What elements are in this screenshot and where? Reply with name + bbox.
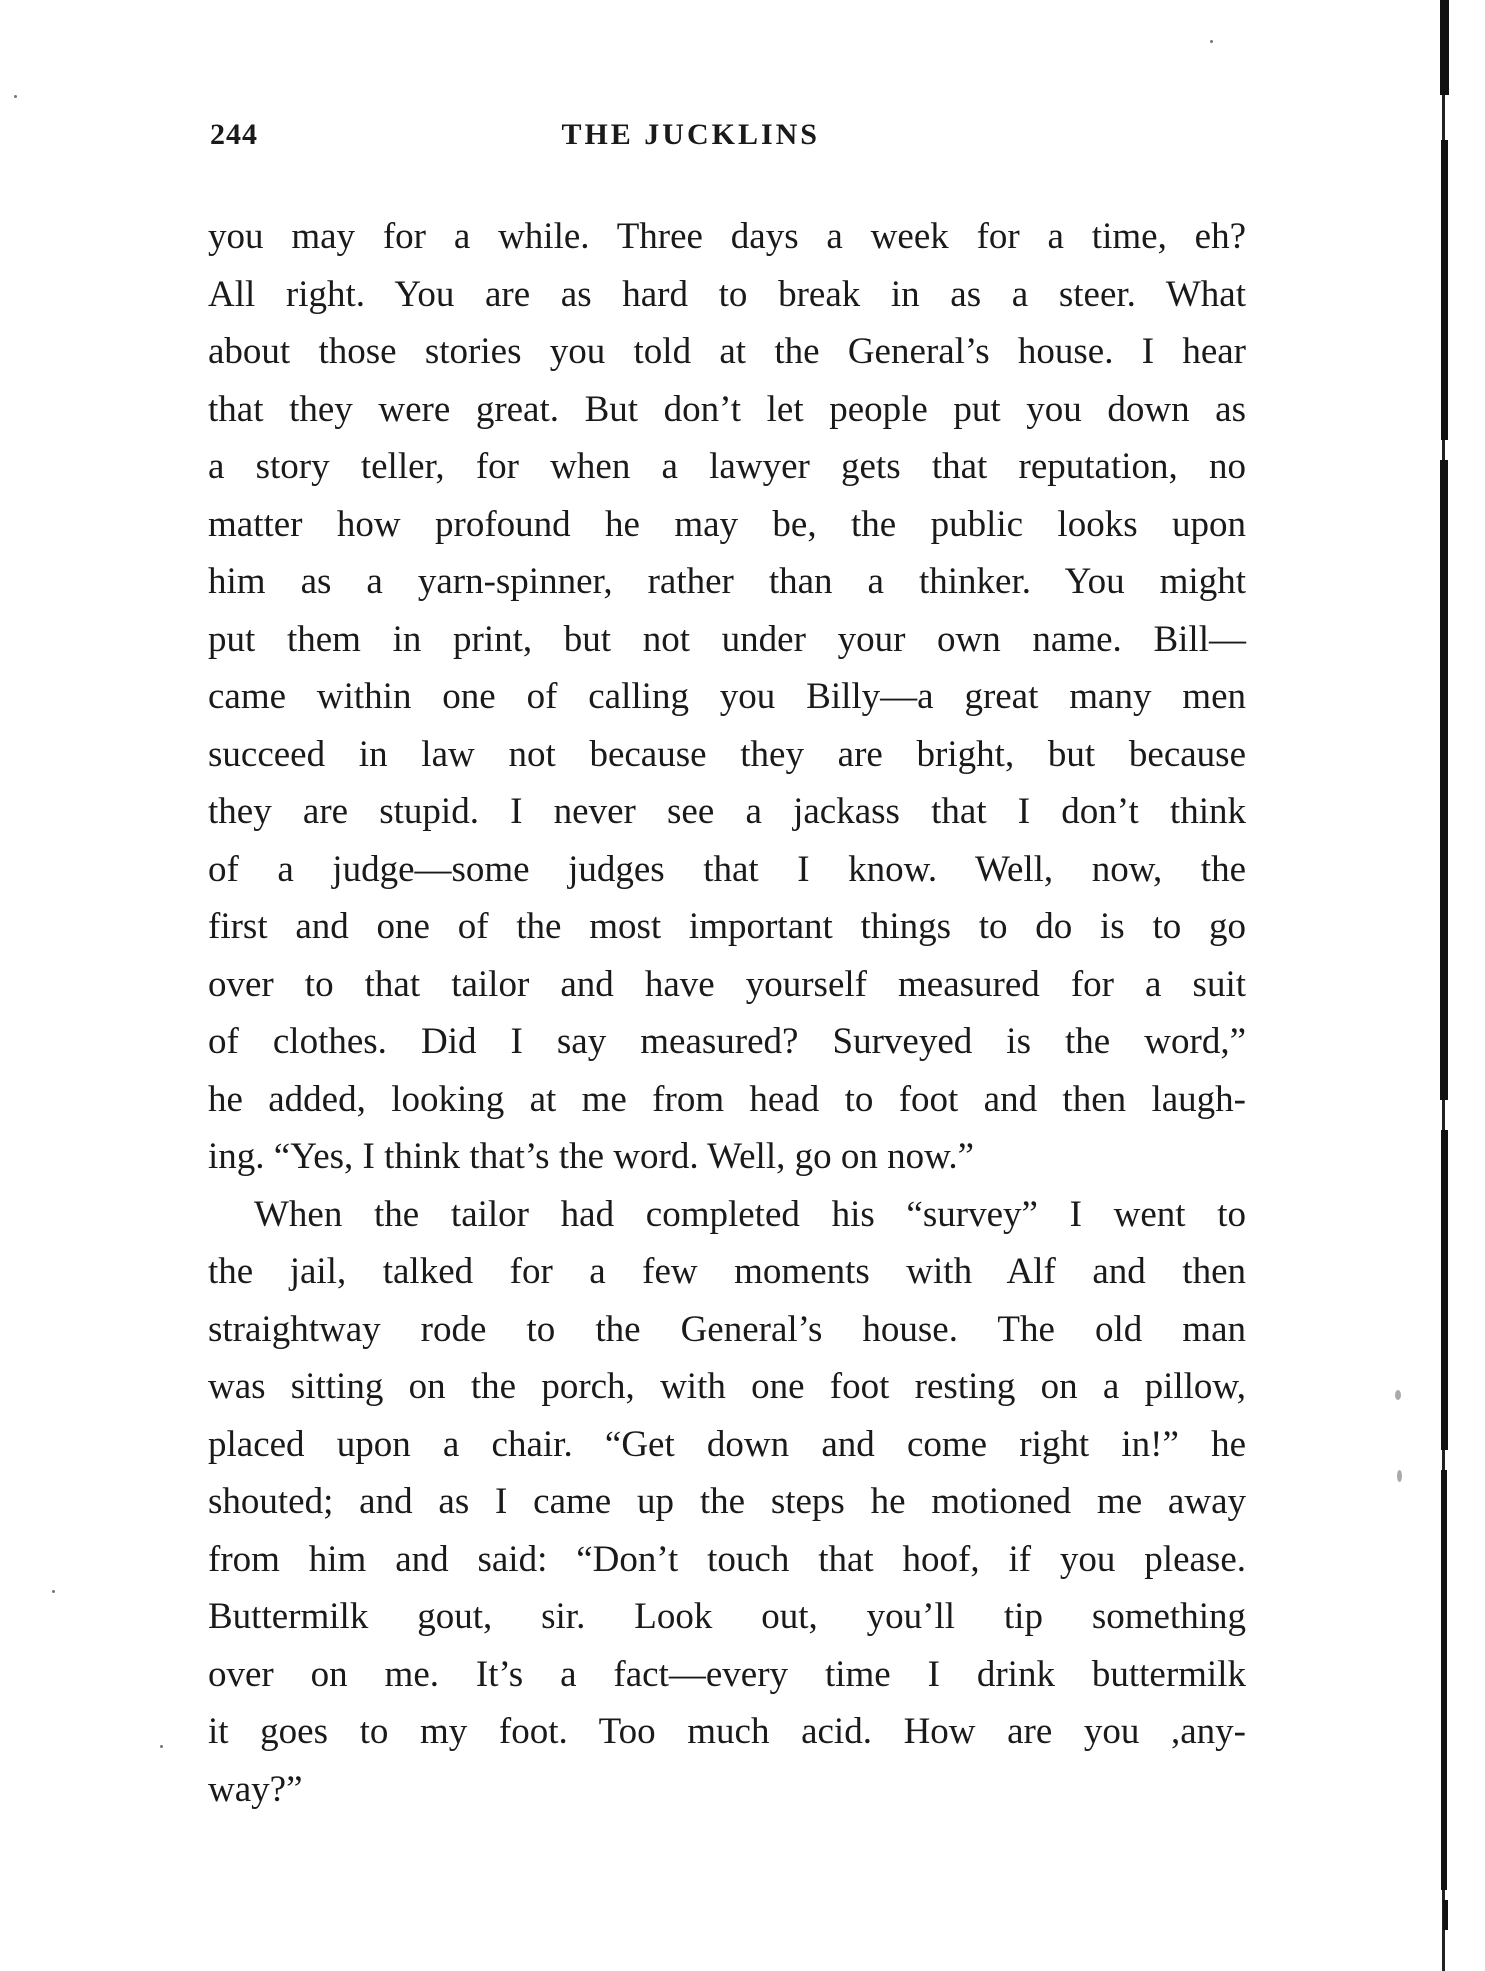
running-title: THE JUCKLINS (561, 118, 820, 151)
binding-edge-shadow (1438, 0, 1450, 1971)
text-line: was sitting on the porch, with one foot resting on a pillow, (208, 1366, 1246, 1407)
text-line: straightway rode to the General’s house. The old man (208, 1308, 1246, 1350)
text-line: a story teller, for when a lawyer gets that reputation, no (208, 446, 1246, 487)
text-line: All right. You are as hard to break in as a steer. What (208, 273, 1246, 315)
text-line: placed upon a chair. “Get down and come right in!” he (208, 1423, 1246, 1465)
scan-speck (52, 1590, 55, 1593)
text-line: ing. “Yes, I think that’s the word. Well, go on now.” (208, 1136, 975, 1177)
body-text (208, 208, 1246, 1818)
text-line: over to that tailor and have yourself measured for a suit (208, 963, 1246, 1005)
text-line: they are stupid. I never see a jackass that I don’t think (208, 791, 1246, 832)
text-line: the jail, talked for a few moments with Alf and then (208, 1251, 1246, 1292)
page-number: 244 (210, 118, 258, 151)
text-line: you may for a while. Three days a week for a time, eh? (208, 216, 1246, 257)
text-line: Buttermilk gout, sir. Look out, you’ll tip something (208, 1596, 1246, 1637)
page-header (210, 118, 1250, 162)
scan-speck (1395, 1390, 1401, 1400)
text-line: way?” (208, 1768, 303, 1810)
text-line: over on me. It’s a fact—every time I drink buttermilk (208, 1653, 1246, 1695)
text-line: him as a yarn-spinner, rather than a thinker. You might (208, 561, 1246, 602)
text-line: succeed in law not because they are bright, but because (208, 733, 1246, 775)
scan-speck (1210, 40, 1213, 43)
text-line: came within one of calling you Billy—a great many men (208, 676, 1246, 717)
text-line: from him and said: “Don’t touch that hoof, if you please. (208, 1538, 1246, 1580)
scan-speck (1397, 1470, 1402, 1482)
text-line: of clothes. Did I say measured? Surveyed is the word,” (208, 1021, 1246, 1062)
text-line: it goes to my foot. Too much acid. How are you ,any- (208, 1711, 1246, 1752)
text-line: of a judge—some judges that I know. Well, now, the (208, 848, 1246, 890)
text-line: matter how profound he may be, the public looks upon (208, 503, 1246, 545)
scan-speck (14, 95, 17, 98)
text-line: When the tailor had completed his “survey” I went to (254, 1193, 1246, 1235)
scan-speck (160, 1745, 163, 1748)
text-line: shouted; and as I came up the steps he motioned me away (208, 1481, 1246, 1522)
text-line: put them in print, but not under your own name. Bill— (208, 618, 1246, 660)
text-line: he added, looking at me from head to foot and then laugh- (208, 1078, 1246, 1120)
text-line: about those stories you told at the General’s house. I hear (208, 331, 1246, 372)
text-line: that they were great. But don’t let people put you down as (208, 388, 1246, 430)
text-line: first and one of the most important things to do is to go (208, 906, 1246, 947)
